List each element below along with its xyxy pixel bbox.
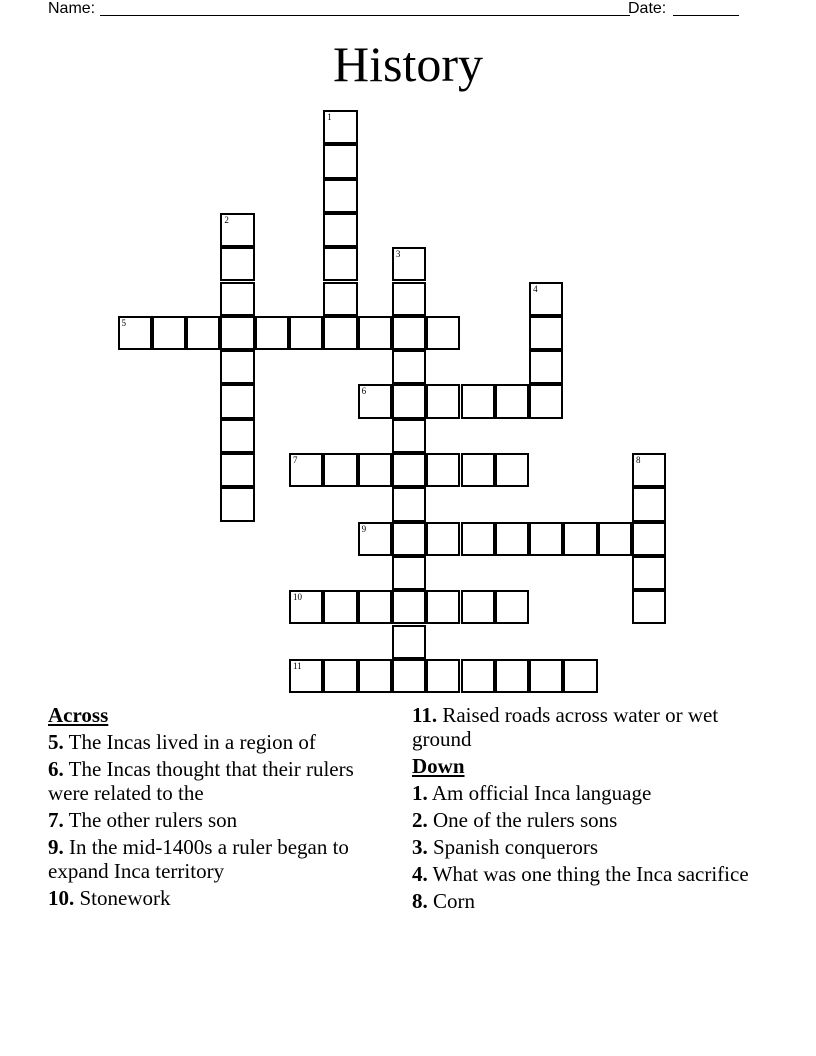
clues-left-column	[48, 703, 378, 913]
crossword-cell[interactable]	[220, 213, 254, 247]
clue-number: 9.	[48, 835, 64, 859]
clue-down-8	[412, 889, 752, 913]
crossword-cell[interactable]	[426, 590, 460, 624]
clue-number: 5.	[48, 730, 64, 754]
crossword-cell[interactable]	[495, 384, 529, 418]
crossword-cell[interactable]	[392, 316, 426, 350]
crossword-cell[interactable]	[323, 453, 357, 487]
crossword-cell[interactable]	[323, 110, 357, 144]
crossword-cell[interactable]	[392, 522, 426, 556]
clue-across-5	[48, 730, 378, 754]
crossword-cell[interactable]	[392, 453, 426, 487]
crossword-cell[interactable]	[392, 282, 426, 316]
crossword-cell[interactable]	[563, 659, 597, 693]
cell-number: 6	[361, 386, 367, 397]
crossword-cell[interactable]	[392, 487, 426, 521]
clue-across-9	[48, 835, 378, 883]
crossword-cell[interactable]	[289, 590, 323, 624]
crossword-cell[interactable]	[632, 487, 666, 521]
crossword-cell[interactable]	[529, 350, 563, 384]
crossword-cell[interactable]	[529, 659, 563, 693]
crossword-cell[interactable]	[392, 625, 426, 659]
clue-text: The Incas lived in a region of	[68, 730, 316, 754]
clue-text: In the mid-1400s a ruler began to expand Inca territory	[48, 835, 349, 883]
crossword-cell[interactable]	[392, 556, 426, 590]
clue-down-2	[412, 808, 752, 832]
crossword-cell[interactable]	[323, 590, 357, 624]
crossword-cell[interactable]	[358, 316, 392, 350]
crossword-cell[interactable]	[426, 384, 460, 418]
crossword-cell[interactable]	[323, 316, 357, 350]
crossword-cell[interactable]	[323, 282, 357, 316]
clue-number: 11.	[412, 703, 438, 727]
crossword-cell[interactable]	[323, 144, 357, 178]
crossword-cell[interactable]	[323, 247, 357, 281]
clues-right-column	[412, 703, 752, 916]
crossword-cell[interactable]	[358, 590, 392, 624]
crossword-cell[interactable]	[495, 453, 529, 487]
cell-number: 2	[224, 214, 229, 225]
crossword-cell[interactable]	[152, 316, 186, 350]
clue-across-10	[48, 886, 378, 910]
crossword-cell[interactable]	[563, 522, 597, 556]
date-label: Date:	[628, 0, 667, 17]
crossword-cell[interactable]	[220, 350, 254, 384]
clue-across-11	[412, 703, 752, 751]
crossword-cell[interactable]	[289, 316, 323, 350]
clue-number: 3.	[412, 835, 428, 859]
crossword-cell[interactable]	[289, 659, 323, 693]
cell-number: 8	[636, 455, 641, 465]
crossword-cell[interactable]	[118, 316, 152, 350]
crossword-cell[interactable]	[220, 316, 254, 350]
crossword-cell[interactable]	[598, 522, 632, 556]
clue-across-7	[48, 808, 378, 832]
clue-text: Corn	[433, 889, 475, 913]
crossword-cell[interactable]	[220, 453, 254, 487]
clue-text: The other rulers son	[68, 808, 238, 832]
crossword-cell[interactable]	[323, 659, 357, 693]
clue-number: 8.	[412, 889, 428, 913]
cell-number: 4	[533, 283, 538, 294]
crossword-cell[interactable]	[461, 522, 495, 556]
crossword-cell[interactable]	[358, 659, 392, 693]
crossword-cell[interactable]	[392, 590, 426, 624]
crossword-cell[interactable]	[529, 522, 563, 556]
crossword-cell[interactable]	[358, 453, 392, 487]
crossword-cell[interactable]	[632, 556, 666, 590]
crossword-cell[interactable]	[461, 659, 495, 693]
crossword-cell[interactable]	[220, 419, 254, 453]
clue-text: Raised roads across water or wet ground	[412, 703, 719, 751]
clue-text: Stonework	[79, 886, 171, 910]
crossword-cell[interactable]	[426, 522, 460, 556]
cell-number: 11	[293, 660, 302, 671]
crossword-cell[interactable]	[358, 522, 392, 556]
crossword-cell[interactable]	[323, 213, 357, 247]
clue-number: 10.	[48, 886, 75, 910]
crossword-cell[interactable]	[495, 522, 529, 556]
crossword-cell[interactable]	[632, 590, 666, 624]
crossword-cell[interactable]	[220, 384, 254, 418]
crossword-cell[interactable]	[495, 590, 529, 624]
clue-number: 4.	[412, 862, 428, 886]
clue-down-4	[412, 862, 752, 886]
crossword-cell[interactable]	[392, 659, 426, 693]
clue-across-6	[48, 757, 378, 805]
crossword-cell[interactable]	[289, 453, 323, 487]
crossword-cell[interactable]	[461, 590, 495, 624]
crossword-cell[interactable]	[220, 282, 254, 316]
clue-text: What was one thing the Inca sacrifice	[432, 862, 749, 886]
crossword-cell[interactable]	[392, 247, 426, 281]
crossword-cell[interactable]	[220, 487, 254, 521]
crossword-cell[interactable]	[392, 384, 426, 418]
crossword-cell[interactable]	[632, 522, 666, 556]
down-heading: Down	[412, 754, 465, 778]
crossword-cell[interactable]	[632, 453, 666, 487]
clue-text: Spanish conquerors	[433, 835, 599, 859]
clue-number: 6.	[48, 757, 64, 781]
cell-number: 3	[395, 249, 401, 260]
clue-text: The Incas thought that their rulers were related to the	[48, 757, 354, 805]
crossword-cell[interactable]	[529, 316, 563, 350]
page-title: History	[333, 36, 483, 92]
crossword-cell[interactable]	[426, 659, 460, 693]
crossword-cell[interactable]	[426, 453, 460, 487]
cell-number: 9	[361, 523, 367, 534]
clue-down-1	[412, 781, 752, 805]
crossword-cell[interactable]	[495, 659, 529, 693]
crossword-cell[interactable]	[392, 350, 426, 384]
crossword-cell[interactable]	[529, 282, 563, 316]
crossword-cell[interactable]	[426, 316, 460, 350]
crossword-cell[interactable]	[461, 384, 495, 418]
cell-number: 1	[327, 112, 332, 122]
crossword-cell[interactable]	[323, 179, 357, 213]
crossword-cell[interactable]	[529, 384, 563, 418]
crossword-cell[interactable]	[461, 453, 495, 487]
clue-number: 1.	[412, 781, 428, 805]
crossword-cell[interactable]	[358, 384, 392, 418]
clue-number: 2.	[412, 808, 428, 832]
crossword-cell[interactable]	[186, 316, 220, 350]
crossword-cell[interactable]	[220, 247, 254, 281]
name-label: Name:	[48, 0, 96, 17]
clue-number: 7.	[48, 808, 64, 832]
clue-down-3	[412, 835, 752, 859]
clue-text: One of the rulers sons	[433, 808, 618, 832]
cell-number: 5	[121, 317, 126, 328]
clue-text: Am official Inca language	[431, 781, 652, 805]
crossword-cell[interactable]	[392, 419, 426, 453]
cell-number: 7	[293, 455, 298, 465]
cell-number: 10	[293, 592, 302, 603]
across-heading: Across	[48, 703, 109, 727]
crossword-cell[interactable]	[255, 316, 289, 350]
